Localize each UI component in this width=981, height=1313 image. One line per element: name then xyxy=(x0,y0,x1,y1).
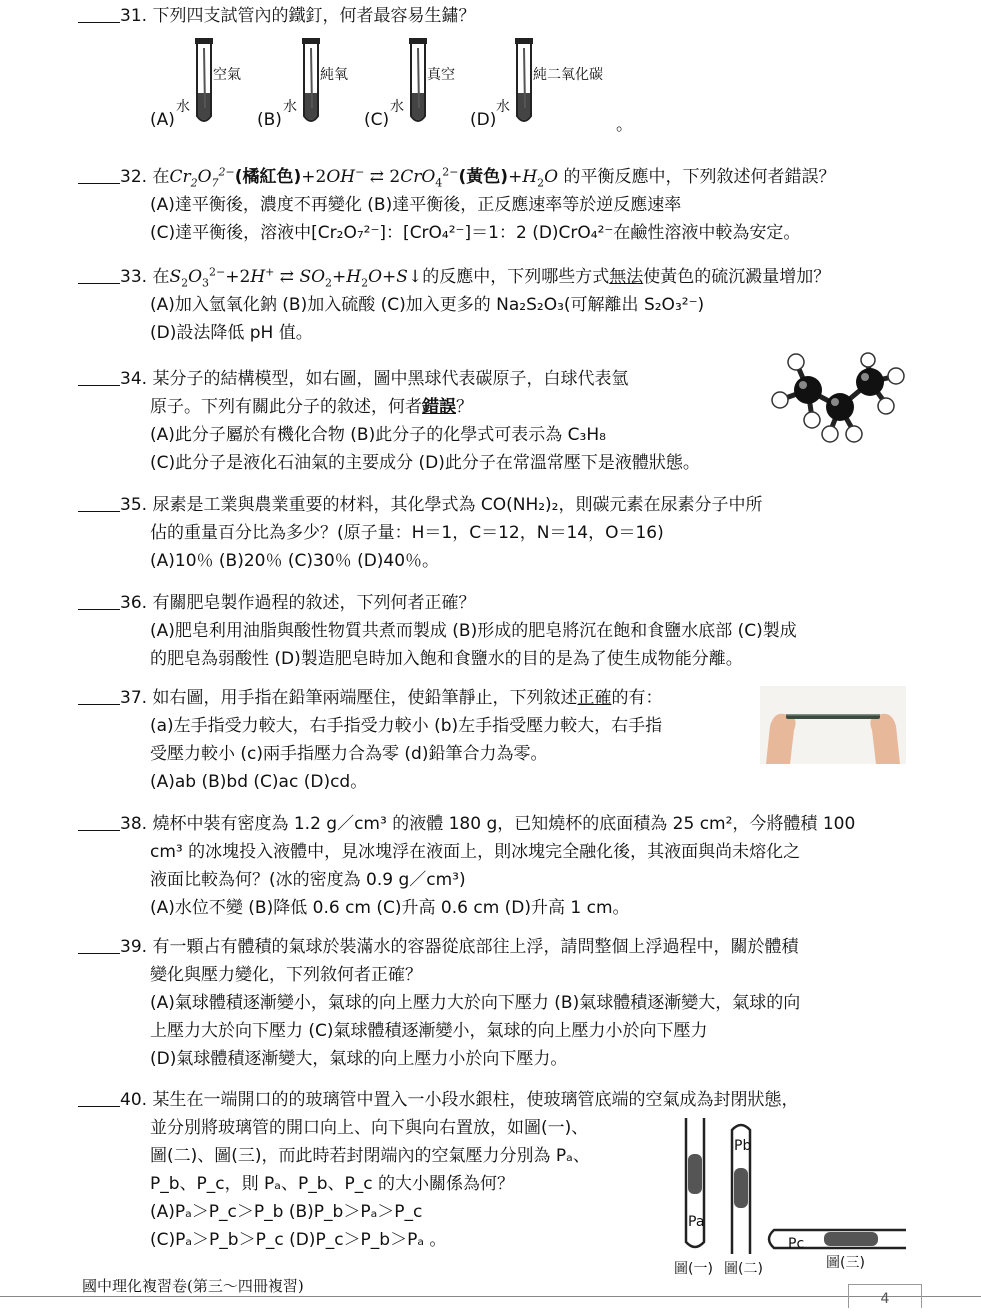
equation-lhs: +2OH− ⇄ 2CrO$_4^{2-}$ xyxy=(301,165,459,190)
stem-prefix: 在 xyxy=(152,267,170,287)
gas-label-oxygen: 純氧 xyxy=(320,67,348,83)
options-line: 上壓力大於向下壓力 (C)氣球體積逐漸變小，氣球的向上壓力小於向下壓力 xyxy=(150,1021,708,1041)
question-38 xyxy=(78,810,908,922)
options-line: 的肥皂為弱酸性 (D)製造肥皂時加入飽和食鹽水的目的是為了使生成物能分離。 xyxy=(150,649,743,669)
propane-model-figure xyxy=(768,352,908,444)
fig-3-label: 圖(三) xyxy=(826,1255,865,1271)
mercury-tubes-figure xyxy=(670,1118,910,1278)
options-line: (A)此分子屬於有機化合物 (B)此分子的化學式可表示為 C₃H₈ xyxy=(150,425,606,445)
stem-line: cm³ 的冰塊投入液體中，見冰塊浮在液面上，則冰塊完全融化後，其液面與尚未熔化之 xyxy=(150,842,801,862)
stem-line: 佔的重量百分比為多少？(原子量：H＝1，C＝12，N＝14，O＝16) xyxy=(150,523,664,543)
answer-blank[interactable] xyxy=(78,491,120,512)
options-line: (A)肥皂利用油脂與酸性物質共煮而製成 (B)形成的肥皂將沉在飽和食鹽水底部 (C)製成 xyxy=(150,621,797,641)
end-mark: 。 xyxy=(616,115,633,135)
answer-blank[interactable] xyxy=(78,1086,120,1107)
stem-line: 燒杯中裝有密度為 1.2 g／cm³ 的液體 180 g，已知燒杯的底面積為 25 cm²，今將體積 100 xyxy=(152,814,856,834)
stem-line: 有一顆占有體積的氣球於裝滿水的容器從底部往上浮，請問整個上浮過程中，關於體積 xyxy=(152,937,799,957)
stem-line: 變化與壓力變化，下列敘何者正確？ xyxy=(150,965,422,985)
answer-blank[interactable] xyxy=(78,810,120,831)
stem-line: 並分別將玻璃管的開口向上、向下與向右置放，如圖(一)、 xyxy=(150,1118,589,1138)
pb-label: Pb xyxy=(734,1138,752,1154)
stem-line: 尿素是工業與農業重要的材料，其化學式為 CO(NH₂)₂，則碳元素在尿素分子中所 xyxy=(152,495,763,515)
options-line: (A)加入氫氧化鈉 (B)加入硫酸 (C)加入更多的 Na₂S₂O₃(可解離出 S₂O₃²⁻) xyxy=(150,295,705,315)
options-line: (C)此分子是液化石油氣的主要成分 (D)此分子在常溫常壓下是液體狀態。 xyxy=(150,453,700,473)
question-number: 39. xyxy=(120,937,148,957)
options-line: (A)氣球體積逐漸變小，氣球的向上壓力大於向下壓力 (B)氣球體積逐漸變大，氣球的向 xyxy=(150,993,801,1013)
question-number: 38. xyxy=(120,814,148,834)
stem-suffix: 的平衡反應中，下列敘述何者錯誤？ xyxy=(563,167,836,187)
answer-blank[interactable] xyxy=(78,684,120,705)
question-number: 32. xyxy=(120,167,148,187)
answer-blank[interactable] xyxy=(78,589,120,610)
answer-blank[interactable] xyxy=(78,163,120,184)
footer-divider xyxy=(0,1296,981,1297)
gas-label-air: 空氣 xyxy=(213,67,241,83)
stem-mid: 的反應中，下列哪些方式 xyxy=(422,267,610,287)
stem-suffix: 使黃色的硫沉澱量增加？ xyxy=(643,267,831,287)
dichromate-formula: $Cr_2O_7^{2-}$ xyxy=(169,165,235,190)
pencil-fingers-photo xyxy=(760,686,906,764)
option-b-label: (B) xyxy=(257,110,282,130)
footer-title: 國中理化複習卷(第三～四冊複習) xyxy=(82,1277,304,1295)
options-line: (A)10％ (B)20％ (C)30％ (D)40％。 xyxy=(150,551,440,571)
question-39 xyxy=(78,933,908,1073)
option-d-label: (D) xyxy=(470,110,497,130)
pc-label: Pc xyxy=(788,1236,805,1252)
question-31 xyxy=(78,2,908,30)
question-number: 40. xyxy=(120,1090,148,1110)
options-line: (A)Pₐ＞P_c＞P_b (B)P_b＞Pₐ＞P_c xyxy=(150,1202,423,1222)
stem-line: 圖(二)、圖(三)，而此時若封閉端內的空氣壓力分別為 Pₐ、 xyxy=(150,1146,590,1166)
question-33 xyxy=(78,263,908,347)
water-label: 水 xyxy=(496,99,510,115)
question-35 xyxy=(78,491,908,575)
gas-label-vacuum: 真空 xyxy=(427,67,455,83)
thiosulfate-equation: $S_2O_3^{2-}+2H^+$ ⇄ $SO_2+H_2O+S↓$ xyxy=(169,265,423,290)
statement-line: 受壓力較小 (c)兩手指壓力合為零 (d)鉛筆合力為零。 xyxy=(150,744,548,764)
stem-prefix: 在 xyxy=(152,167,170,187)
water-label: 水 xyxy=(176,99,190,115)
question-number: 35. xyxy=(120,495,148,515)
question-number: 37. xyxy=(120,688,148,708)
stem-end: ？ xyxy=(456,397,473,417)
fig-1-label: 圖(一) xyxy=(674,1261,713,1277)
emphasis-wrong: 錯誤 xyxy=(422,397,456,417)
gas-label-co2: 純二氧化碳 xyxy=(533,67,603,83)
emphasis-cannot: 無法 xyxy=(609,267,644,287)
question-number: 33. xyxy=(120,267,148,287)
pa-label: Pa xyxy=(688,1214,705,1230)
question-number: 31. xyxy=(120,6,148,26)
question-number: 36. xyxy=(120,593,148,613)
statement-line: (a)左手指受力較大，右手指受力較小 (b)左手指受壓力較大，右手指 xyxy=(150,716,663,736)
emphasis-correct: 正確 xyxy=(577,688,612,708)
question-32 xyxy=(78,163,908,247)
stem-line: 某生在一端開口的的玻璃管中置入一小段水銀柱，使玻璃管底端的空氣成為封閉狀態， xyxy=(152,1090,799,1110)
answer-blank[interactable] xyxy=(78,365,120,386)
water-label: 水 xyxy=(390,99,404,115)
options-line: (D)氣球體積逐漸變大，氣球的向上壓力小於向下壓力。 xyxy=(150,1049,568,1069)
stem-line: 有關肥皂製作過程的敘述，下列何者正確？ xyxy=(152,593,476,613)
stem-line: 如右圖，用手指在鉛筆兩端壓住，使鉛筆靜止，下列敘述 xyxy=(152,688,578,708)
answer-blank[interactable] xyxy=(78,2,120,23)
question-number: 34. xyxy=(120,369,148,389)
question-stem: 下列四支試管內的鐵釘，何者最容易生鏽？ xyxy=(152,6,476,26)
options-line: (C)Pₐ＞P_b＞P_c (D)P_c＞P_b＞Pₐ 。 xyxy=(150,1230,447,1250)
fig-2-label: 圖(二) xyxy=(724,1261,763,1277)
stem-end: 的有： xyxy=(611,688,663,708)
orange-label: (橘紅色) xyxy=(234,167,302,187)
options-line: (D)設法降低 pH 值。 xyxy=(150,323,313,343)
options-line: (A)水位不變 (B)降低 0.6 cm (C)升高 0.6 cm (D)升高 1 cm。 xyxy=(150,898,630,918)
question-36 xyxy=(78,589,908,673)
equation-water: $+H_2O$ xyxy=(508,167,559,190)
option-a-label: (A) xyxy=(150,110,175,130)
answer-blank[interactable] xyxy=(78,263,120,284)
option-c-label: (C) xyxy=(364,110,390,130)
options-line: (A)ab (B)bd (C)ac (D)cd。 xyxy=(150,772,368,792)
stem-line: P_b、P_c，則 Pₐ、P_b、P_c 的大小關係為何？ xyxy=(150,1174,514,1194)
stem-line: 某分子的結構模型，如右圖，圖中黑球代表碳原子，白球代表氫 xyxy=(152,369,629,389)
page-number: 4 xyxy=(848,1284,922,1308)
stem-line: 液面比較為何？(冰的密度為 0.9 g／cm³) xyxy=(150,870,466,890)
water-label: 水 xyxy=(283,99,297,115)
stem-line: 原子。下列有關此分子的敘述，何者 xyxy=(150,397,422,417)
yellow-label: (黃色) xyxy=(458,167,509,187)
options-line: (A)達平衡後，濃度不再變化 (B)達平衡後，正反應速率等於逆反應速率 xyxy=(150,195,682,215)
test-tubes-figure xyxy=(150,38,650,138)
options-line: (C)達平衡後，溶液中[Cr₂O₇²⁻]：[CrO₄²⁻]＝1：2 (D)CrO₄²⁻在鹼性溶液中較為安定。 xyxy=(150,223,801,243)
answer-blank[interactable] xyxy=(78,933,120,954)
